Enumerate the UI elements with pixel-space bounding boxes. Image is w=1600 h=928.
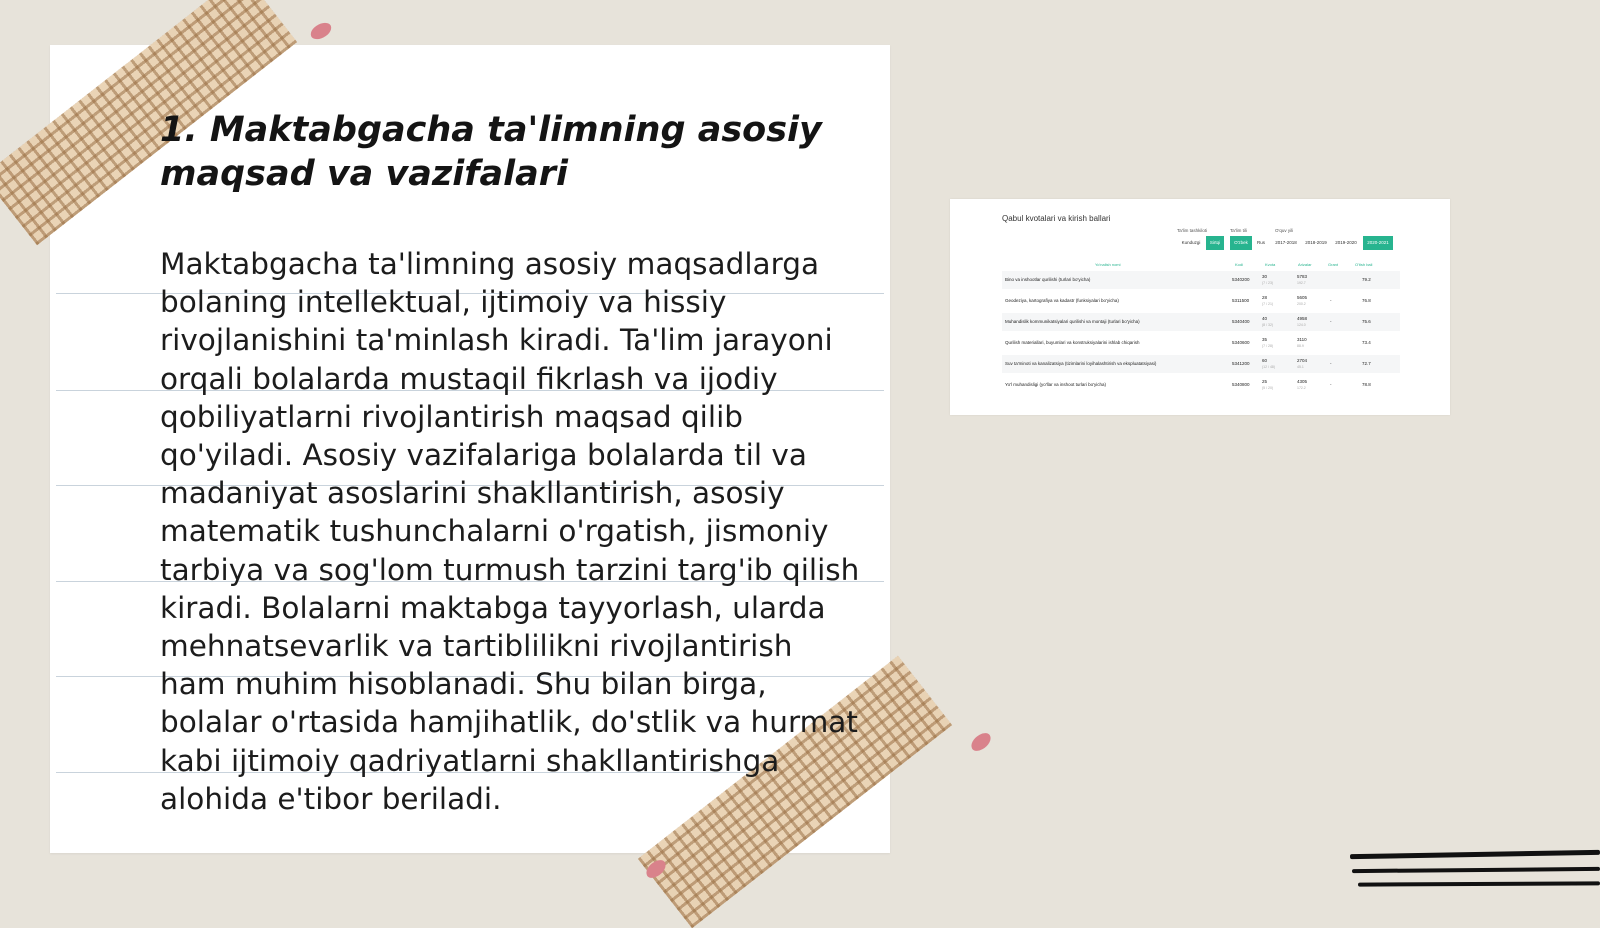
column-header[interactable]: Kvota [1265,262,1276,267]
row-applications-ratio: 192.7 [1297,281,1306,285]
row-quota: 40 [1262,316,1268,321]
table-row [1002,355,1400,373]
table-row [1002,334,1400,352]
table-row [1002,313,1400,331]
row-name: Yo'l muhandisligi (yo'llar va inshoot turlari bo'yicha) [1005,382,1106,387]
row-applications-ratio: 45.1 [1297,365,1304,369]
row-grant: - [1330,319,1332,324]
row-quota-detail: (12 / 48) [1262,365,1276,369]
slide-title: 1. Maktabgacha ta'limning asosiy maqsad va vazifalari [160,110,822,194]
column-header[interactable]: Kodi [1235,262,1244,267]
filter-label: Ta'lim tashkiloti [1177,228,1208,233]
row-score: 78.8 [1362,382,1371,387]
row-code: 5311500 [1232,298,1250,303]
row-code: 5340600 [1232,340,1250,345]
row-grant: - [1330,298,1332,303]
filter-button[interactable]: Kunduzgi [1181,240,1201,245]
row-quota-detail: (8 / 32) [1262,323,1274,327]
row-name: Qurilish materiallari, buyumlari va konstruksiyalarini ishlab chiqarish [1005,340,1140,345]
row-applications: 4958 [1297,316,1308,321]
row-quota-detail: (7 / 21) [1262,302,1274,306]
row-applications-ratio: 200.2 [1297,302,1306,306]
row-applications: 4305 [1297,379,1308,384]
row-applications: 5783 [1297,274,1308,279]
decorative-line [1352,867,1600,873]
row-applications: 3110 [1297,337,1307,342]
row-name: Suv ta'minoti va kanalizatsiya (tizimlarini loyihalashtirish va ekspluatatsiyasi) [1005,361,1157,366]
row-quota-detail: (5 / 20) [1262,386,1274,390]
tape-pin [968,730,994,753]
row-quota: 25 [1262,379,1268,384]
row-grant: - [1330,361,1332,366]
row-score: 72.7 [1362,361,1371,366]
row-code: 5340400 [1232,319,1250,324]
row-grant: - [1330,382,1332,387]
embedded-screenshot [950,199,1450,415]
row-code: 5340800 [1232,382,1250,387]
filter-button[interactable]: O'zbek [1230,236,1252,250]
row-score: 76.8 [1362,298,1371,303]
row-quota: 30 [1262,274,1268,279]
filter-button[interactable]: 2018-2019 [1305,240,1327,245]
slide-body-text: Maktabgacha ta'limning asosiy maqsadlarga bolaning intellektual, ijtimoiy va hissiy rivojlanishini ta'minlash kiradi. Ta'lim jarayoni orqali bolalarda mustaqil fikrlash va ijodiy qobiliyatlarni rivojlantirish maqsad qilib qo'yiladi. Asosiy vazifalariga bolalarda til va madaniyat asoslarini shakllantirish, asosiy matematik tushunchalarni o'rgatish, jismoniy tarbiya va sog'lom turmush tarzini targ'ib qilish kiradi. Bolalarni maktabga tayyorlash, ularda mehnatsevarlik va tartiblilikni rivojlantirish ham muhim hisoblanadi. Shu bilan birga, bolalar o'rtasida hamjihatlik, do'stlik va hurmat kabi ijtimoiy qadriyatlarni shakllantirishga alohida e'tibor beriladi. [160,247,860,816]
row-applications-ratio: 88.9 [1297,344,1304,348]
table-row [1002,271,1400,289]
row-name: Geodeziya, kartografiya va kadastr (funksiyalari bo'yicha) [1005,298,1119,303]
filter-button[interactable]: 2017-2018 [1275,240,1297,245]
row-applications-ratio: 124.0 [1297,323,1306,327]
row-quota: 35 [1262,337,1268,342]
filter-button[interactable]: 2019-2020 [1335,240,1357,245]
table-row [1002,292,1400,310]
row-name: Muhandislik kommunikatsiyalari qurilishi va montaji (turlari bo'yicha) [1005,319,1140,324]
row-score: 73.4 [1362,340,1371,345]
column-header[interactable]: Yo'nalish nomi [1095,262,1121,267]
filter-button[interactable]: 2020-2021 [1363,236,1393,250]
tape-pin [308,21,333,42]
row-code: 5341200 [1232,361,1250,366]
filter-label: Ta'lim tili [1230,228,1247,233]
decorative-line [1358,881,1600,886]
row-quota: 60 [1262,358,1268,363]
row-name: Bino va inshootlar qurilishi (turlari bo'yicha) [1005,277,1091,282]
row-applications: 5605 [1297,295,1308,300]
filter-button[interactable]: Rus [1256,240,1265,245]
decorative-line [1350,850,1600,859]
row-quota-detail: (7 / 28) [1262,344,1274,348]
row-score: 79.2 [1362,277,1371,282]
filter-button[interactable]: Sirtqi [1206,236,1224,250]
row-applications-ratio: 172.2 [1297,386,1306,390]
row-quota-detail: (7 / 23) [1262,281,1274,285]
row-quota: 28 [1262,295,1268,300]
screenshot-title: Qabul kvotalari va kirish ballari [1002,214,1111,223]
row-score: 75.6 [1362,319,1371,324]
filter-label: O'quv yili [1275,228,1294,233]
row-applications: 2704 [1297,358,1308,363]
table-row [1002,376,1400,394]
column-header[interactable]: Grant [1328,262,1339,267]
column-header[interactable]: O'tish bali [1355,262,1373,267]
column-header[interactable]: Arizalar [1298,262,1312,267]
row-code: 5340200 [1232,277,1250,282]
